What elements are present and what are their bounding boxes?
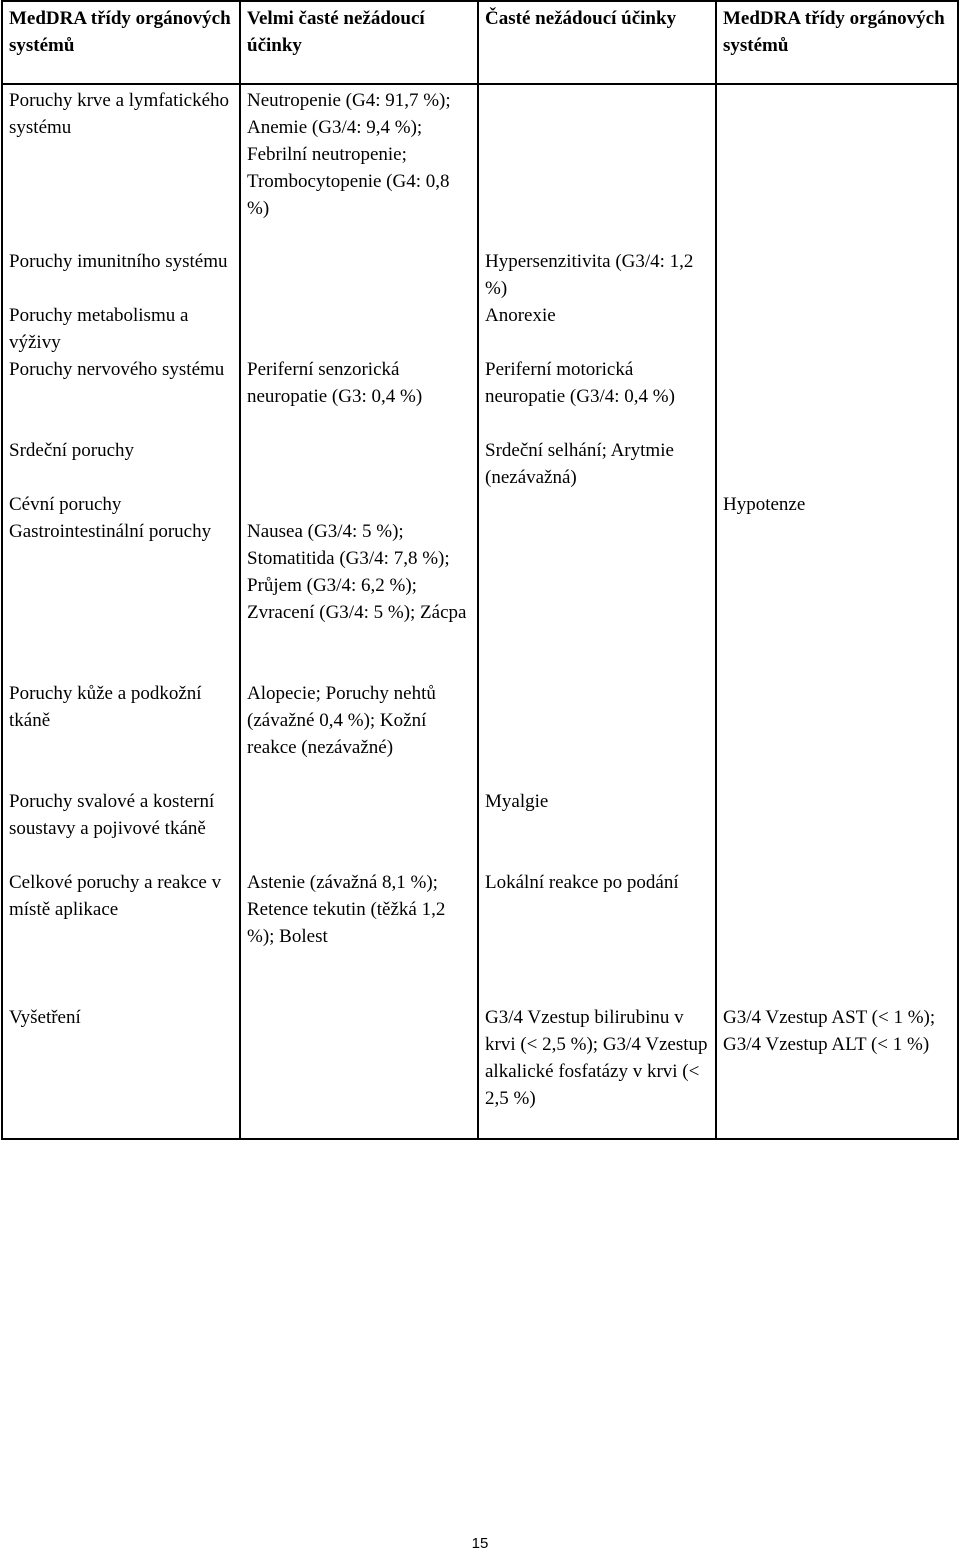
cell-very-common [240, 491, 478, 518]
cell-soc: Srdeční poruchy [2, 437, 240, 491]
cell-very-common: Periferní senzorická neuropatie (G3: 0,4 %) [240, 356, 478, 437]
header-very-common: Velmi časté nežádoucí účinky [240, 1, 478, 84]
table-header [2, 1, 958, 84]
cell-other [716, 437, 958, 491]
header-soc-right: MedDRA třídy orgánových systémů [716, 1, 958, 84]
adverse-effects-table [1, 0, 959, 1140]
cell-soc: Poruchy nervového systému [2, 356, 240, 437]
cell-very-common [240, 437, 478, 491]
table-row [2, 869, 958, 1004]
table-row [2, 248, 958, 302]
cell-very-common: Neutropenie (G4: 91,7 %); Anemie (G3/4: 9,4 %); Febrilní neutropenie; Trombocytopenie (G4: 0,8 %) [240, 84, 478, 248]
cell-soc: Poruchy svalové a kosterní soustavy a pojivové tkáně [2, 788, 240, 869]
table-row [2, 1004, 958, 1139]
cell-other [716, 788, 958, 869]
table-body [2, 84, 958, 1139]
cell-soc: Gastrointestinální poruchy [2, 518, 240, 680]
cell-soc: Poruchy metabolismu a výživy [2, 302, 240, 356]
cell-very-common: Astenie (závažná 8,1 %); Retence tekutin (těžká 1,2 %); Bolest [240, 869, 478, 1004]
cell-common: Periferní motorická neuropatie (G3/4: 0,4 %) [478, 356, 716, 437]
cell-very-common [240, 248, 478, 302]
cell-other [716, 518, 958, 680]
cell-other [716, 84, 958, 248]
cell-very-common: Alopecie; Poruchy nehtů (závažné 0,4 %); Kožní reakce (nezávažné) [240, 680, 478, 788]
cell-common: Myalgie [478, 788, 716, 869]
cell-very-common [240, 1004, 478, 1139]
table-row [2, 491, 958, 518]
table-row [2, 680, 958, 788]
page-number: 15 [471, 1535, 489, 1552]
cell-other: Hypotenze [716, 491, 958, 518]
cell-common: Hypersenzitivita (G3/4: 1,2 %) [478, 248, 716, 302]
cell-common [478, 680, 716, 788]
cell-other: G3/4 Vzestup AST (< 1 %); G3/4 Vzestup ALT (< 1 %) [716, 1004, 958, 1139]
table-row [2, 302, 958, 356]
cell-common [478, 518, 716, 680]
cell-common: Srdeční selhání; Arytmie (nezávažná) [478, 437, 716, 491]
cell-soc: Poruchy krve a lymfatického systému [2, 84, 240, 248]
header-row [2, 1, 958, 84]
table-row [2, 437, 958, 491]
cell-common: Anorexie [478, 302, 716, 356]
cell-common [478, 491, 716, 518]
cell-other [716, 302, 958, 356]
cell-soc: Cévní poruchy [2, 491, 240, 518]
cell-very-common: Nausea (G3/4: 5 %); Stomatitida (G3/4: 7,8 %); Průjem (G3/4: 6,2 %); Zvracení (G3/4: 5 %); Zácpa [240, 518, 478, 680]
cell-common: G3/4 Vzestup bilirubinu v krvi (< 2,5 %); G3/4 Vzestup alkalické fosfatázy v krvi (< 2,5 %) [478, 1004, 716, 1139]
header-soc: MedDRA třídy orgánových systémů [2, 1, 240, 84]
cell-common [478, 84, 716, 248]
cell-other [716, 356, 958, 437]
table-row [2, 788, 958, 869]
cell-soc: Poruchy imunitního systému [2, 248, 240, 302]
cell-soc: Vyšetření [2, 1004, 240, 1139]
cell-very-common [240, 302, 478, 356]
cell-soc: Celkové poruchy a reakce v místě aplikace [2, 869, 240, 1004]
cell-other [716, 248, 958, 302]
table-row [2, 356, 958, 437]
header-common: Časté nežádoucí účinky [478, 1, 716, 84]
cell-very-common [240, 788, 478, 869]
table-row [2, 518, 958, 680]
cell-soc: Poruchy kůže a podkožní tkáně [2, 680, 240, 788]
cell-other [716, 680, 958, 788]
cell-other [716, 869, 958, 1004]
table-row [2, 84, 958, 248]
cell-common: Lokální reakce po podání [478, 869, 716, 1004]
